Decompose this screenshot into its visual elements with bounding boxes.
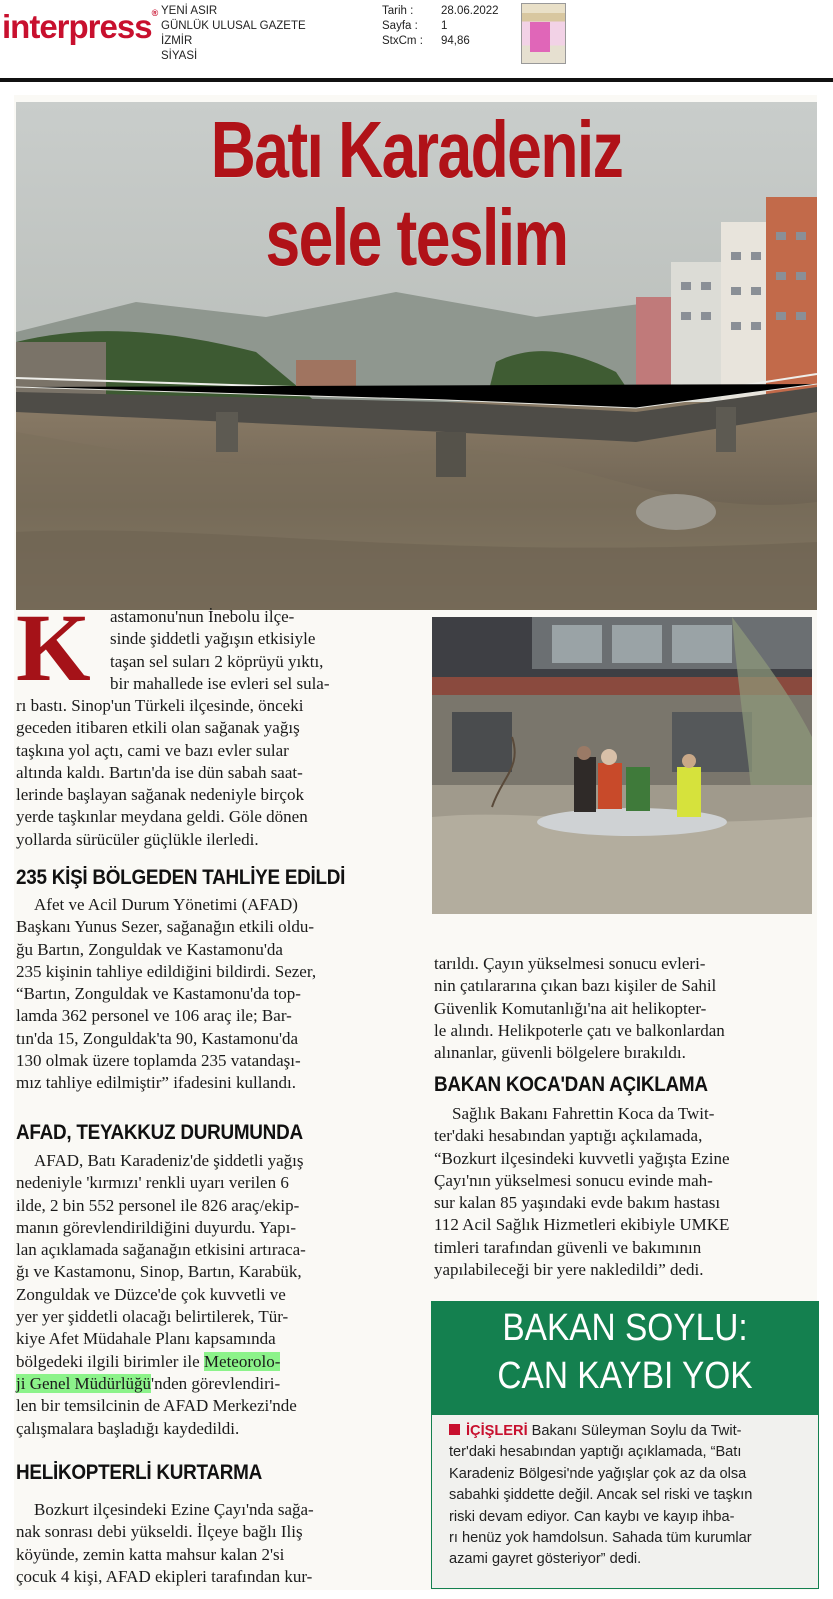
date-value: 28.06.2022 bbox=[441, 5, 499, 17]
interpress-logo: interpress® bbox=[2, 8, 158, 45]
thumbnail-highlight bbox=[530, 22, 550, 52]
sidebar-line: Karadeniz Bölgesi'nde yağışlar çok az da olsa bbox=[449, 1465, 747, 1482]
date-label: Tarih : bbox=[382, 5, 414, 17]
intro-line: rı bastı. Sinop'un Türkeli ilçesinde, önceki bbox=[16, 696, 304, 715]
drop-cap: K bbox=[16, 594, 91, 701]
body-line: lamda 362 personel ve 106 araç ile; Bar- bbox=[16, 1006, 292, 1026]
page-value: 1 bbox=[441, 20, 448, 32]
sidebar-text: Bakanı Süleyman Soylu da Twit- bbox=[527, 1423, 742, 1439]
subhead-alert: AFAD, TEYAKKUZ DURUMUNDA bbox=[16, 1121, 303, 1144]
header-rule bbox=[0, 78, 833, 82]
body-line: Zonguldak ve Düzce'de çok kuvvetli ve bbox=[16, 1284, 286, 1304]
body-line bbox=[16, 1351, 416, 1373]
publication-section: SİYASİ bbox=[161, 50, 198, 62]
body-text: 'nden görevlendiri- bbox=[151, 1373, 281, 1393]
body-text: bölgedeki ilgili birimler ile bbox=[16, 1351, 204, 1371]
body-line: manın görevlendirildiğini duyurdu. Yapı- bbox=[16, 1217, 297, 1237]
body-line: 130 olmak üzere toplamda 235 vatandaşı- bbox=[16, 1051, 301, 1071]
intro-line: taşkına yol açtı, cami ve bazı evler sular bbox=[16, 740, 289, 760]
highlighted-text: Meteorolo- bbox=[203, 1351, 281, 1371]
paragraph-alert bbox=[16, 1150, 416, 1440]
sidebar-title-line-1: BAKAN SOYLU: bbox=[502, 1307, 748, 1349]
sidebar-line: rı henüz yok hamdolsun. Sahada tüm kurumlar bbox=[449, 1530, 752, 1547]
red-square-bullet-icon bbox=[449, 1424, 460, 1435]
paragraph-evacuation bbox=[16, 894, 416, 1095]
body-line: alınanlar, güvenli bölgelere bırakıldı. bbox=[434, 1043, 686, 1063]
body-line bbox=[16, 1373, 416, 1395]
body-line: le alındı. Helikpoterle çatı ve balkonlardan bbox=[434, 1020, 725, 1040]
intro-line: yerde taşkınlar meydana geldi. Göle dönen bbox=[16, 807, 308, 827]
body-line: AFAD, Batı Karadeniz'de şiddetli yağış bbox=[34, 1151, 304, 1170]
paragraph-helicopter bbox=[16, 1499, 416, 1588]
sidebar-box-title bbox=[454, 1304, 795, 1400]
body-line: yapılabileceği bir yere nakledildi” dedi. bbox=[434, 1260, 704, 1280]
meta-labels bbox=[382, 4, 423, 49]
body-line: sur kalan 85 yaşındaki evde bakım hastası bbox=[434, 1193, 721, 1213]
intro-line: altında kaldı. Bartın'da ise dün sabah saat- bbox=[16, 762, 303, 782]
body-line: Afet ve Acil Durum Yönetimi (AFAD) bbox=[34, 895, 298, 914]
publication-info bbox=[161, 4, 306, 64]
body-line: Sağlık Bakanı Fahrettin Koca da Twit- bbox=[452, 1104, 715, 1123]
sidebar-line: riski devam ediyor. Can kaybı ve kayıp ihba- bbox=[449, 1508, 735, 1525]
publication-name: YENİ ASIR bbox=[161, 5, 218, 17]
body-line: Başkanı Yunus Sezer, sağanağın etkili oldu- bbox=[16, 917, 315, 937]
body-line: yer yer şiddetli olacağı belirtilerek, Tür- bbox=[16, 1307, 289, 1327]
body-line: çalışmalara başladığı kaydedildi. bbox=[16, 1418, 240, 1438]
boat-rescue-photo bbox=[432, 617, 812, 914]
body-line: tarıldı. Çayın yükselmesi sonucu evleri- bbox=[434, 954, 706, 973]
paragraph-helicopter-cont bbox=[434, 953, 808, 1064]
highlighted-text: ji Genel Müdürlüğü bbox=[16, 1373, 152, 1393]
body-line: timleri tarafından güvenli ve bakımının bbox=[434, 1237, 702, 1257]
body-line: köyünde, zemin katta mahsur kalan 2'si bbox=[16, 1544, 285, 1564]
sidebar-line: ter'daki hesabından yaptığı açıklamada, “Batı bbox=[449, 1444, 742, 1461]
intro-paragraph-top bbox=[110, 606, 416, 695]
body-line: 112 Acil Sağlık Hizmetleri ekibiyle UMKE bbox=[434, 1215, 730, 1235]
body-line: 235 kişinin tahliye edildiğini bildirdi. Sezer, bbox=[16, 961, 317, 981]
sidebar-line: sabahki şiddette değil. Ancak sel riski ve taşkın bbox=[449, 1487, 753, 1504]
intro-line: geceden itibaren etkili olan sağanak yağış bbox=[16, 718, 300, 738]
intro-line: taşan sel suları 2 köprüyü yıktı, bbox=[110, 651, 324, 671]
subhead-helicopter: HELİKOPTERLİ KURTARMA bbox=[16, 1461, 262, 1484]
body-line: tın'da 15, Zonguldak'ta 90, Kastamonu'da bbox=[16, 1028, 299, 1048]
sidebar-keyword: İÇİŞLERİ bbox=[466, 1423, 528, 1439]
body-line: çocuk 4 kişi, AFAD ekipleri tarafından kur- bbox=[16, 1566, 313, 1586]
article-headline bbox=[104, 106, 729, 282]
intro-line: yollarda sürücüler güçlükle ilerledi. bbox=[16, 829, 259, 849]
sidebar-line: azami gayret gösteriyor” dedi. bbox=[449, 1551, 642, 1568]
sidebar-line bbox=[449, 1421, 807, 1442]
intro-paragraph-rest bbox=[16, 695, 416, 851]
body-line: mız tahliye edilmiştir” ifadesini kullandı. bbox=[16, 1073, 296, 1093]
body-line: “Bozkurt ilçesindeki kuvvetli yağışta Ezine bbox=[434, 1148, 730, 1168]
intro-line: lerinde başlayan sağanak nedeniyle birçok bbox=[16, 785, 304, 805]
body-line: nak sonrası debi yükseldi. İlçeye bağlı Iliş bbox=[16, 1522, 303, 1542]
intro-line: sinde şiddetli yağışın etkisiyle bbox=[110, 629, 316, 649]
body-line: “Bartın, Zonguldak ve Kastamonu'da top- bbox=[16, 984, 301, 1004]
sidebar-box-text bbox=[449, 1421, 807, 1571]
stxcm-value: 94,86 bbox=[441, 35, 470, 47]
headline-line-1: Batı Karadeniz bbox=[210, 105, 623, 194]
subhead-evacuation: 235 KİŞİ BÖLGEDEN TAHLİYE EDİLDİ bbox=[16, 866, 346, 889]
headline-line-2: sele teslim bbox=[265, 193, 568, 282]
paragraph-minister-koca bbox=[434, 1103, 808, 1281]
body-line: Çayı'nın yükselmesi sonucu evinde mah- bbox=[434, 1170, 713, 1190]
body-line: Güvenlik Komutanlığı'na ait helikopter- bbox=[434, 998, 707, 1018]
body-line: lan açıklamada sağanağın etkisini artıraca- bbox=[16, 1240, 306, 1260]
body-line: ğı ve Kastamonu, Sinop, Bartın, Karabük, bbox=[16, 1262, 302, 1282]
body-line: ter'daki hesabından yaptığı açkılamada, bbox=[434, 1126, 703, 1146]
page-label: Sayfa : bbox=[382, 20, 418, 32]
body-line: nin çatılararına çıkan bazı kişiler de Sahil bbox=[434, 976, 717, 996]
meta-values bbox=[441, 4, 499, 49]
publication-type: GÜNLÜK ULUSAL GAZETE bbox=[161, 20, 306, 32]
body-line: ğu Bartın, Zonguldak ve Kastamonu'da bbox=[16, 939, 283, 959]
body-line: Bozkurt ilçesindeki Ezine Çayı'nda sağa- bbox=[34, 1500, 314, 1519]
body-line: len bir temsilcinin de AFAD Merkezi'nde bbox=[16, 1396, 297, 1416]
body-line: nedeniyle 'kırmızı' renkli uyarı verilen 6 bbox=[16, 1173, 289, 1193]
subhead-minister-koca: BAKAN KOCA'DAN AÇIKLAMA bbox=[434, 1073, 708, 1096]
stxcm-label: StxCm : bbox=[382, 35, 423, 47]
intro-line: astamonu'nun İnebolu ilçe- bbox=[110, 607, 295, 626]
intro-line: bir mahallede ise evleri sel sula- bbox=[110, 673, 330, 693]
sidebar-title-line-2: CAN KAYBI YOK bbox=[497, 1355, 753, 1397]
body-line: ilde, 2 bin 552 personel ile 826 araç/ekip- bbox=[16, 1195, 300, 1215]
body-line: kiye Afet Müdahale Planı kapsamında bbox=[16, 1329, 276, 1349]
publication-city: İZMİR bbox=[161, 35, 193, 47]
